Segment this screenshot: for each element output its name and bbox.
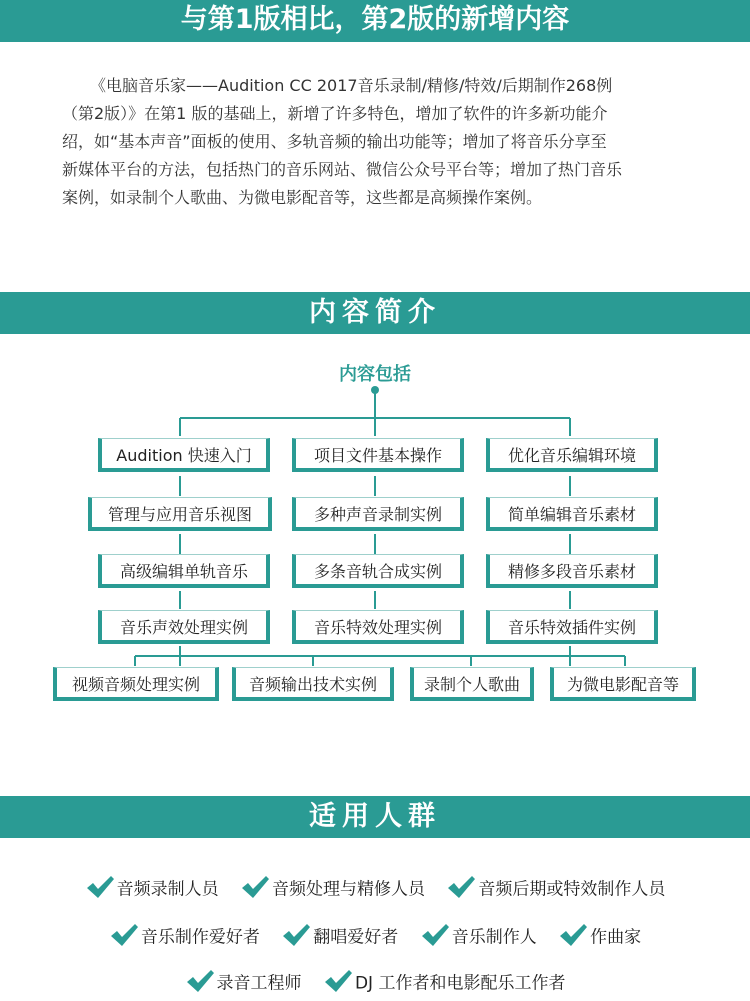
audience-item [446,874,665,900]
new-content-banner: 与第1版相比，第2版的新增内容 [0,0,750,42]
topic-box: 录制个人歌曲 [410,667,534,701]
audience-label: 音乐制作爱好者 [140,927,260,948]
topic-box: 音乐特效插件实例 [486,610,658,644]
check-icon [185,968,215,994]
audience-label: 翻唱爱好者 [313,927,399,948]
paragraph-line: （第2版）》在第1 版的基础上，新增了许多特色，增加了软件的许多新功能介 [62,104,608,123]
topic-box: 优化音乐编辑环境 [486,438,658,472]
audience-label: 录音工程师 [216,973,302,994]
paragraph-line: 《电脑音乐家——Audition CC 2017音乐录制/精修/特效/后期制作268例 [90,76,613,95]
audience-label: 音频录制人员 [116,879,219,900]
audience-label: 作曲家 [590,927,642,948]
audience-label: DJ 工作者和电影配乐工作者 [354,973,566,994]
content-intro-banner: 内容简介 [0,292,750,334]
audience-item [85,874,219,900]
check-icon [85,874,115,900]
audience-row [0,922,750,948]
paragraph-line: 案例，如录制个人歌曲、为微电影配音等，这些都是高频操作案例。 [62,188,543,207]
topic-box: 高级编辑单轨音乐 [98,554,270,588]
topic-box: 多条音轨合成实例 [292,554,464,588]
paragraph-line: 新媒体平台的方法，包括热门的音乐网站、微信公众号平台等；增加了热门音乐 [62,160,623,179]
audience-item [109,922,260,948]
audience-item [240,874,425,900]
check-icon [558,922,588,948]
audience-label: 音频后期或特效制作人员 [478,879,666,900]
root-dot [371,386,379,394]
topic-box: 视频音频处理实例 [53,667,219,701]
target-audience-banner: 适用人群 [0,796,750,838]
topic-box: 项目文件基本操作 [292,438,464,472]
audience-item [185,968,302,994]
audience-label: 音频处理与精修人员 [272,879,425,900]
check-icon [240,874,270,900]
check-icon [323,968,353,994]
tree-root-label: 内容包括 [339,364,411,385]
check-icon [420,922,450,948]
audience-item [558,922,641,948]
check-icon [446,874,476,900]
audience-row [0,874,750,900]
audience-item [323,968,566,994]
check-icon [281,922,311,948]
paragraph-line: 绍，如“基本声音”面板的使用、多轨音频的输出功能等；增加了将音乐分享至 [62,132,607,151]
topic-box: 管理与应用音乐视图 [88,497,272,531]
audience-item [420,922,537,948]
topic-box: 为微电影配音等 [550,667,696,701]
topic-box: Audition 快速入门 [98,438,270,472]
audience-row [0,968,750,994]
topic-box: 精修多段音乐素材 [486,554,658,588]
audience-label: 音乐制作人 [451,927,537,948]
topic-box: 简单编辑音乐素材 [486,497,658,531]
topic-box: 多种声音录制实例 [292,497,464,531]
topic-box: 音乐声效处理实例 [98,610,270,644]
audience-item [281,922,398,948]
topic-box: 音频输出技术实例 [232,667,394,701]
topic-box: 音乐特效处理实例 [292,610,464,644]
check-icon [109,922,139,948]
